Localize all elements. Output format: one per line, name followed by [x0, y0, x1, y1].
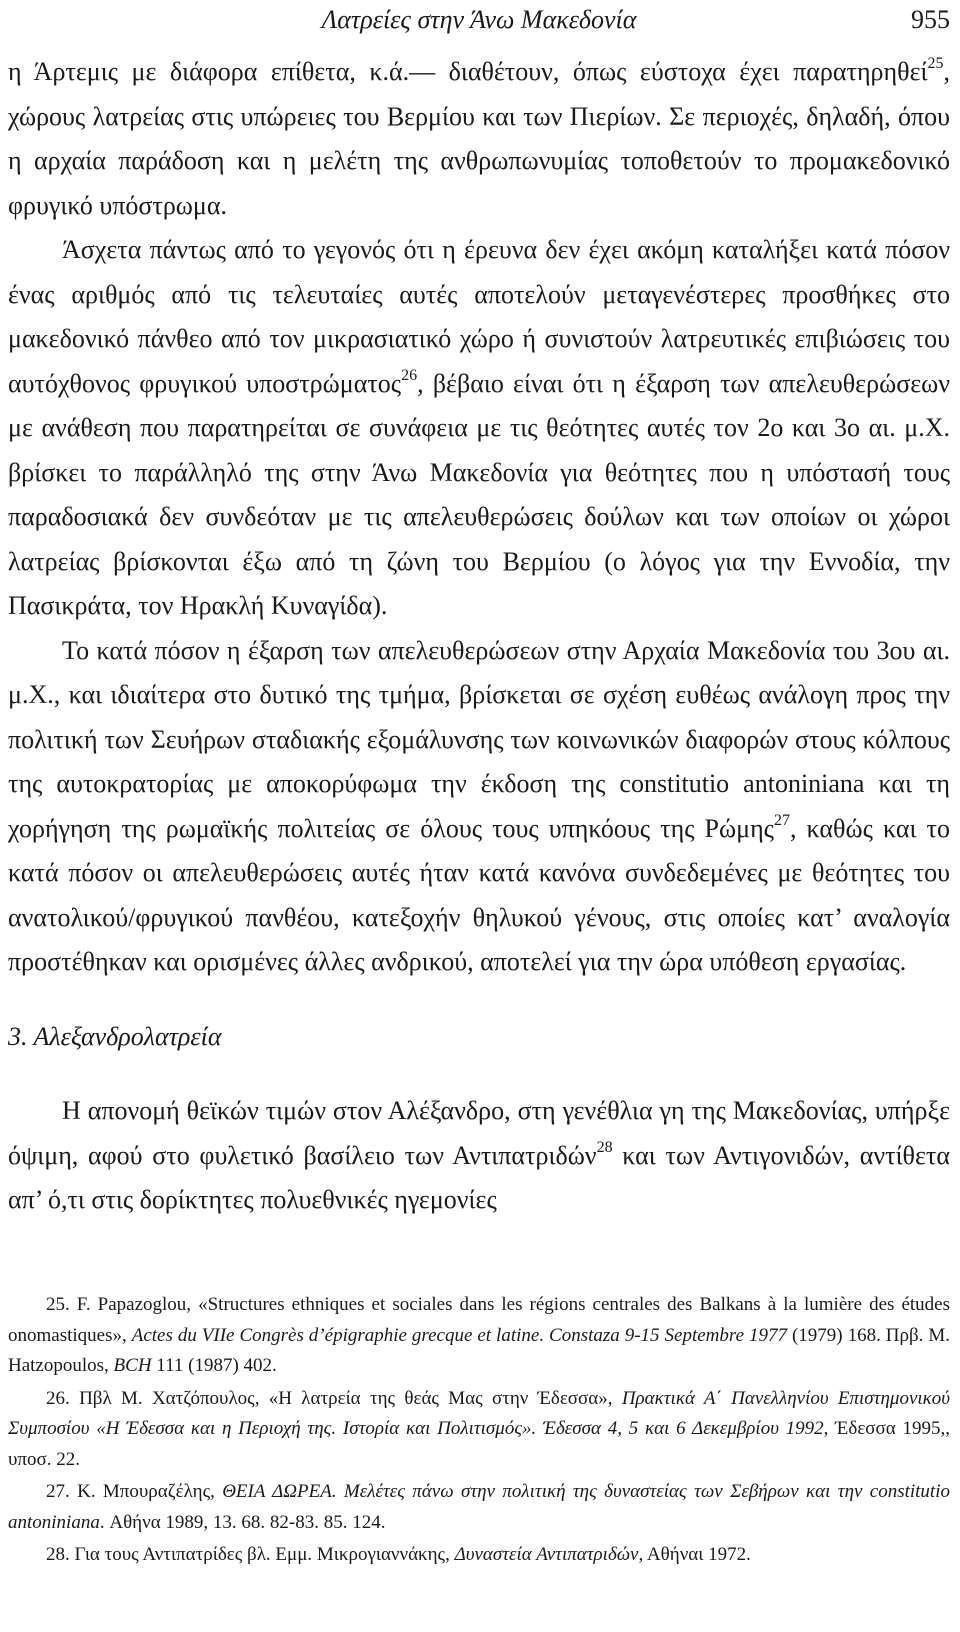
footnote-ref-28[interactable]: 28	[596, 1138, 613, 1156]
footnotes	[8, 1290, 950, 1573]
running-head	[8, 0, 950, 40]
footnote-ref-26[interactable]: 26	[401, 366, 418, 384]
paragraph-2: Άσχετα πάντως από το γεγονός ότι η έρευνα δεν έχει ακόμη καταλήξει κατά πόσον ένας αριθμός από τις τελευταίες αυτές αποτελούν μεταγενέστερες προσθήκες στο μακεδονικό πάνθεο από τον μικρασιατικό χώρο ή συνιστούν λατρευτικές επιβιώσεις του αυτόχθονος φρυγικού υποστρώματος$^{26}$, βέβαιο είναι ότι η έξαρση των απελευθερώσεων με ανάθεση που παρατηρείται σε συνάφεια με τις θεότητες αυτές τον 2ο και 3ο αι. μ.Χ. βρίσκει το παράλληλό της στην Άνω Μακεδονία για θεότητες που η υπόστασή τους παραδοσιακά δεν συνδεόταν με τις απελευθερώσεις δούλων και των οποίων οι χώροι λατρείας βρίσκονται έξω από τη ζώνη του Βερμίου (ο λόγος για την Εννοδία, την Πασικράτα, τον Ηρακλή Κυναγίδα).	[8, 235, 950, 620]
paragraph-1: η Άρτεμις με διάφορα επίθετα, κ.ά.— διαθέτουν, όπως εύστοχα έχει παρατηρηθεί$^{25}$, χώρους λατρείας στις υπώρειες του Βερμίου και των Πιερίων. Σε περιοχές, δηλαδή, όπου η αρχαία παράδοση και η μελέτη της ανθρωπωνυμίας τοποθετούν το προμακεδονικό φρυγικό υπόστρωμα.	[8, 55, 950, 220]
page-number: 955	[911, 5, 950, 34]
section-heading: 3. Αλεξανδρολατρεία	[8, 1021, 222, 1051]
footnote-26: 26. Πβλ Μ. Χατζόπουλος, «Η λατρεία της θεάς Μας στην Έδεσσα», Πρακτικά Α΄ Πανελληνίου Επιστημονικού Συμποσίου «Η Έδεσσα και η Περιοχή της. Ιστορία και Πολιτισμός». Έδεσσα 4, 5 και 6 Δεκεμβρίου 1992, Έδεσσα 1995,, υποσ. 22.	[8, 1387, 950, 1470]
paragraph-4: Η απονομή θεϊκών τιμών στον Αλέξανδρο, στη γενέθλια γη της Μακεδονίας, υπήρξε όψιμη, αφού στο φυλετικό βασίλειο των Αντιπατριδών$^{28}$ και των Αντιγονιδών, αντίθετα απ’ ό,τι στις δορίκτητες πολυεθνικές ηγεμονίες	[8, 1096, 951, 1214]
footnote-28: 28. Για τους Αντιπατρίδες βλ. Εμμ. Μικρογιαννάκης, Δυναστεία Αντιπατριδών, Αθήναι 1972.	[46, 1544, 751, 1565]
footnote-ref-27[interactable]: 27	[773, 811, 790, 829]
footnote-25: 25. F. Papazoglou, «Structures ethniques et sociales dans les régions centrales des Balkans à la lumière des études onomastiques», Actes du VIIe Congrès d’épigraphie grecque et latine. Constaza 9-15 Septembre 1977 (1979) 168. Πρβ. M. Hatzopoulos, BCH 111 (1987) 402.	[8, 1294, 951, 1376]
body-text	[8, 50, 950, 1223]
paragraph-3: Το κατά πόσον η έξαρση των απελευθερώσεων στην Αρχαία Μακεδονία του 3ου αι. μ.Χ., και ιδιαίτερα στο δυτικό της τμήμα, βρίσκεται σε σχέση ευθέως ανάλογη προς την πολιτική των Σευήρων σταδιακής εξομάλυνσης των κοινωνικών διαφορών στους κόλπους της αυτοκρατορίας με αποκορύφωμα την έκδοση της constitutio antoniniana και τη χορήγηση της ρωμαϊκής πολιτείας σε όλους τους υπηκόους της Ρώμης$^{27}$, καθώς και το κατά πόσον οι απελευθερώσεις αυτές ήταν κατά κανόνα συνδεδεμένες με θεότητες του ανατολικού/φρυγικού πανθέου, κατεξοχήν θηλυκού γένους, στις οποίες κατ’ αναλογία προστέθηκαν και ορισμένες άλλες ανδρικού, αποτελεί για την ώρα υπόθεση εργασίας.	[8, 635, 950, 976]
running-title: Λατρείες στην Άνω Μακεδονία	[321, 5, 637, 34]
footnote-27: 27. Κ. Μπουραζέλης, ΘΕΙΑ ΔΩΡΕΑ. Μελέτες πάνω στην πολιτική της δυναστείας των Σεβήρων και την constitutio antoniniana. Αθήνα 1989, 13. 68. 82-83. 85. 124.	[8, 1481, 950, 1533]
footnote-ref-25[interactable]: 25	[927, 55, 944, 72]
